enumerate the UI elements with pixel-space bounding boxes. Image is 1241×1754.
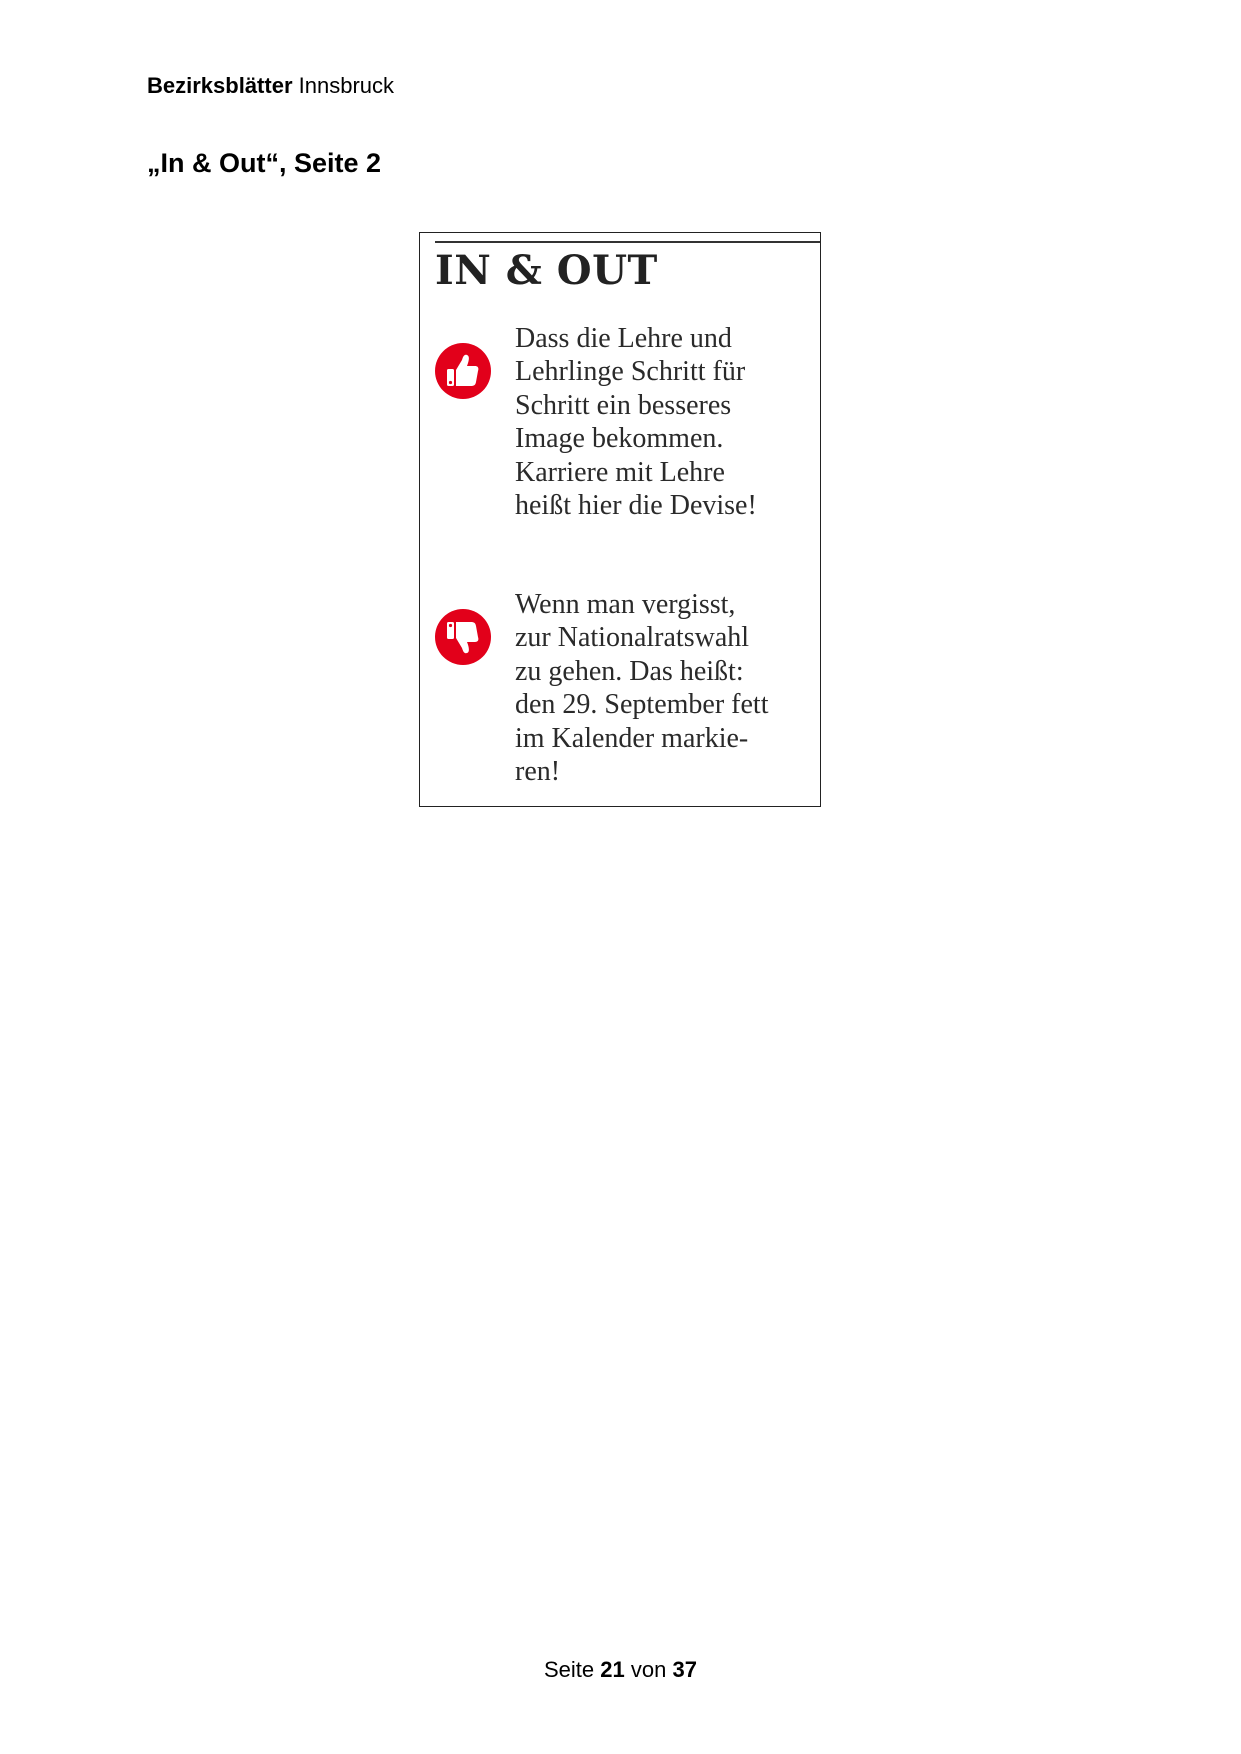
- in-item-line: Lehrlinge Schritt für: [515, 356, 746, 388]
- thumbs-up-icon: [435, 343, 491, 399]
- clipping-top-rule: [435, 241, 820, 243]
- current-page-number: 21: [600, 1657, 625, 1682]
- footer-separator: von: [630, 1657, 667, 1682]
- page-title: „In & Out“, Seite 2: [147, 148, 382, 178]
- out-item-line: im Kalender markie-: [515, 722, 749, 754]
- out-item-text: [515, 588, 816, 788]
- in-item-line: Karriere mit Lehre: [515, 456, 725, 488]
- in-item-line: Schritt ein besseres: [515, 389, 732, 421]
- publication-region: Innsbruck: [298, 73, 395, 98]
- total-page-count: 37: [672, 1657, 697, 1682]
- in-item-line: heißt hier die Devise!: [515, 490, 757, 522]
- publication-name: Bezirksblätter: [147, 73, 293, 98]
- thumbs-down-icon: [435, 609, 491, 665]
- footer-prefix: Seite: [544, 1657, 595, 1682]
- in-item-line: Dass die Lehre und: [515, 323, 732, 354]
- out-item-line: den 29. September fett: [515, 689, 769, 721]
- out-item-line: zur Nationalratswahl: [515, 622, 750, 654]
- newspaper-clipping: [419, 232, 821, 807]
- in-item-text: [515, 322, 816, 522]
- publication-header: [147, 72, 394, 100]
- page-footer: [0, 1656, 1241, 1684]
- in-item-line: Image bekommen.: [515, 423, 724, 455]
- clipping-heading: IN & OUT: [435, 247, 658, 294]
- out-item-line: Wenn man vergisst,: [515, 589, 736, 620]
- out-item-line: zu gehen. Das heißt:: [515, 655, 744, 687]
- out-item-line: ren!: [515, 756, 561, 788]
